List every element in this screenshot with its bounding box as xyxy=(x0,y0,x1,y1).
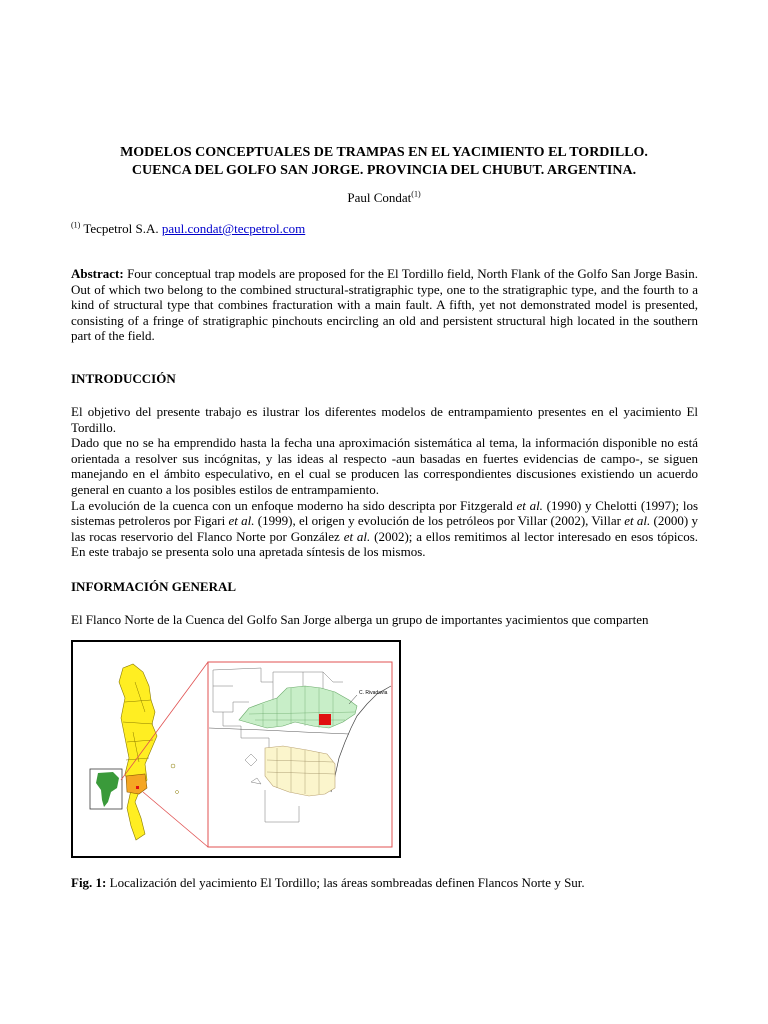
section-heading-introduccion: INTRODUCCIÓN xyxy=(71,371,176,386)
island-outline xyxy=(176,791,179,794)
affiliation xyxy=(71,221,305,237)
figure-1-location-map xyxy=(71,640,401,858)
island-outline xyxy=(171,764,175,768)
el-tordillo-location-marker xyxy=(136,786,139,789)
figure-1-caption xyxy=(71,875,585,891)
intro-paragraph-3 xyxy=(71,498,698,560)
abstract xyxy=(71,266,698,344)
author-name: Paul Condat xyxy=(347,190,412,205)
abstract-text: Four conceptual trap models are proposed for the El Tordillo field, North Flank of the Golfo San Jorge Basin. Out of which two belong to the combined structural-stratigraphic type, one to the stratigraphic type, and the fourth to a kind of structural type that combines fracturation with a main fault. A fifth, yet not demonstrated model is presented, consisting of a fringe of stratigraphic pinchouts encircling an old and persistent structural high located in the southern part of the field. xyxy=(71,266,698,344)
abstract-label: Abstract: xyxy=(71,266,124,281)
comodoro-rivadavia-label: C. Rivadavia xyxy=(359,690,388,696)
title-line-1: MODELOS CONCEPTUALES DE TRAMPAS EN EL YACIMIENTO EL TORDILLO. xyxy=(120,145,648,160)
intro-paragraph-1: El objetivo del presente trabajo es ilustrar los diferentes modelos de entrampamiento presentes en el yacimiento El Tordillo. xyxy=(71,404,698,435)
et-al-4: et al. xyxy=(343,528,371,544)
caption-text: Localización del yacimiento El Tordillo; las áreas sombreadas definen Flancos Norte y Sur. xyxy=(106,875,585,890)
section-heading-informacion-general: INFORMACIÓN GENERAL xyxy=(71,579,237,594)
et-al-3: et al. xyxy=(624,513,651,529)
intro-p3-part-b: (1990) y Chelotti (1997); los sistemas petroleros por Figari xyxy=(71,497,698,529)
chubut-province xyxy=(126,774,147,794)
intro-p3-part-e: (2002); a ellos remitimos al lector interesado en esos tópicos. En este trabajo se presenta solo una apretada síntesis de los mismos. xyxy=(71,528,699,560)
author-affiliation-mark: (1) xyxy=(411,189,421,199)
intro-body xyxy=(71,404,698,560)
intro-paragraph-2: Dado que no se ha emprendido hasta la fecha una aproximación sistemática al tema, la información disponible no está orientada a resolver sus incógnitas, y las ideas al respecto -aun basadas en fuertes evidencias de campo-, se siguen manejando en el ámbito especulativo, en el cual se producen las correspondientes discusiones existiendo un acuerdo general en cuanto a los posibles estilos de entrampamiento. xyxy=(71,435,698,497)
author-line xyxy=(60,190,708,206)
intro-p3-part-c: (1999), el origen y evolución de los petróleos por Villar (2002), Villar xyxy=(254,513,625,529)
zoom-connector-line xyxy=(143,792,208,847)
et-al-2: et al. xyxy=(228,513,255,529)
affiliation-org: Tecpetrol S.A. xyxy=(83,221,159,236)
general-paragraph-1: El Flanco Norte de la Cuenca del Golfo San Jorge alberga un grupo de importantes yacimientos que comparten xyxy=(71,612,649,627)
paper-title xyxy=(60,144,708,180)
intro-p3-part-a: La evolución de la cuenca con un enfoque moderno ha sido descripta por Fitzgerald xyxy=(71,497,517,513)
caption-label: Fig. 1: xyxy=(71,875,107,890)
title-line-2: CUENCA DEL GOLFO SAN JORGE. PROVINCIA DEL CHUBUT. ARGENTINA. xyxy=(131,163,637,178)
el-tordillo-field xyxy=(319,714,331,725)
intro-p3-part-d: (2000) y las rocas reservorio del Flanco Norte por González xyxy=(71,513,698,544)
affiliation-mark: (1) xyxy=(71,220,81,230)
location-map-svg xyxy=(73,642,399,856)
author-email-link[interactable]: paul.condat@tecpetrol.com xyxy=(161,221,306,236)
et-al-1: et al. xyxy=(516,497,543,513)
